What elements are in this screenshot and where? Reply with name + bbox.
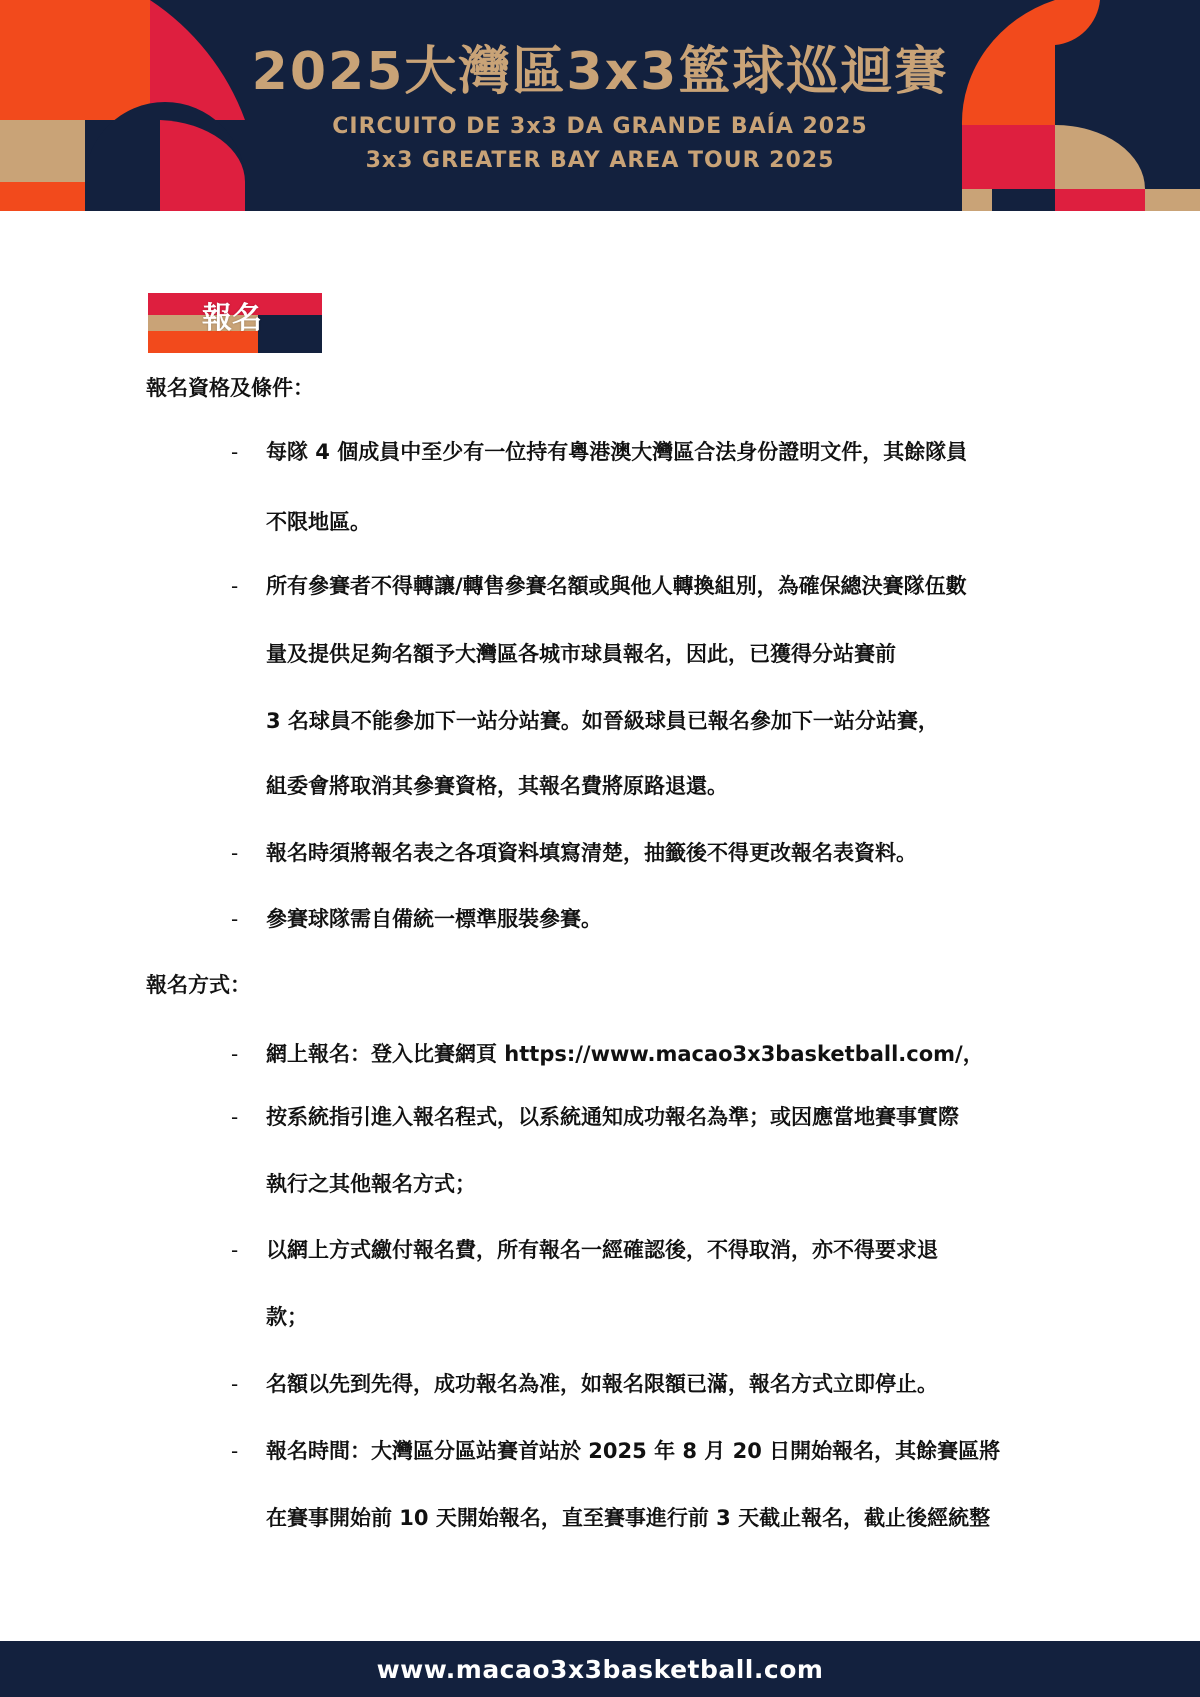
list-item-line: 不限地區。 bbox=[266, 510, 371, 534]
list-item-line: 所有參賽者不得轉讓/轉售參賽名額或與他人轉換組別，為確保總決賽隊伍數 bbox=[266, 574, 967, 598]
list-item-line: 報名時須將報名表之各項資料填寫清楚，抽籤後不得更改報名表資料。 bbox=[266, 841, 917, 865]
header-subtitle-english: 3x3 GREATER BAY AREA TOUR 2025 bbox=[365, 148, 835, 173]
list-item-line: 按系統指引進入報名程式，以系統通知成功報名為準；或因應當地賽事實際 bbox=[266, 1105, 959, 1129]
list-dash: - bbox=[231, 1372, 239, 1396]
page-header bbox=[0, 0, 1200, 211]
list-dash: - bbox=[231, 907, 239, 931]
list-item-line: 量及提供足夠名額予大灣區各城市球員報名，因此，已獲得分站賽前 bbox=[266, 642, 896, 666]
deco-right-gold-bottom bbox=[1145, 189, 1200, 211]
list-dash: - bbox=[231, 841, 239, 865]
list-item-line: 網上報名：登入比賽網頁 https://www.macao3x3basketball.com/， bbox=[266, 1042, 984, 1066]
list-item-line: 參賽球隊需自備統一標準服裝參賽。 bbox=[266, 907, 602, 931]
eligibility-heading: 報名資格及條件： bbox=[146, 376, 314, 400]
deco-left-orange-bottom bbox=[0, 182, 85, 211]
list-item-line: 組委會將取消其參賽資格，其報名費將原路退還。 bbox=[266, 774, 728, 798]
list-item-line: 每隊 4 個成員中至少有一位持有粵港澳大灣區合法身份證明文件，其餘隊員 bbox=[266, 440, 968, 464]
deco-right-navy-bottom bbox=[992, 189, 1055, 211]
list-dash: - bbox=[231, 1105, 239, 1129]
list-dash: - bbox=[231, 574, 239, 598]
header-subtitle-portuguese: CIRCUITO DE 3x3 DA GRANDE BAÍA 2025 bbox=[332, 114, 868, 139]
list-item-line: 名額以先到先得，成功報名為准，如報名限額已滿，報名方式立即停止。 bbox=[266, 1372, 938, 1396]
list-dash: - bbox=[231, 1238, 239, 1262]
deco-right-red-bottom bbox=[1055, 189, 1145, 211]
list-dash: - bbox=[231, 440, 239, 464]
deco-right-gold-bottom-left bbox=[962, 189, 992, 211]
list-item-line: 3 名球員不能參加下一站分站賽。如晉級球員已報名參加下一站分站賽， bbox=[266, 709, 939, 733]
list-item-line: 報名時間：大灣區分區站賽首站於 2025 年 8 月 20 日開始報名，其餘賽區將 bbox=[266, 1439, 1001, 1463]
section-tag-label: 報名 bbox=[202, 301, 262, 336]
header-decoration bbox=[0, 0, 1200, 211]
footer-url[interactable]: www.macao3x3basketball.com bbox=[376, 1654, 824, 1684]
page-footer bbox=[0, 1641, 1200, 1697]
list-item-line: 執行之其他報名方式； bbox=[266, 1172, 476, 1196]
list-item-line: 款； bbox=[266, 1305, 308, 1329]
list-item-line: 在賽事開始前 10 天開始報名，直至賽事進行前 3 天截止報名，截止後經統整 bbox=[266, 1506, 991, 1530]
section-tag bbox=[148, 293, 322, 353]
list-dash: - bbox=[231, 1042, 239, 1066]
list-dash: - bbox=[231, 1439, 239, 1463]
list-item-line: 以網上方式繳付報名費，所有報名一經確認後，不得取消，亦不得要求退 bbox=[266, 1238, 938, 1262]
deco-left-red-bottom bbox=[160, 182, 245, 211]
header-title: 2025大灣區3x3籃球巡迴賽 bbox=[251, 42, 949, 102]
deco-left-navy-bottom bbox=[85, 182, 160, 211]
method-heading: 報名方式： bbox=[146, 973, 251, 997]
